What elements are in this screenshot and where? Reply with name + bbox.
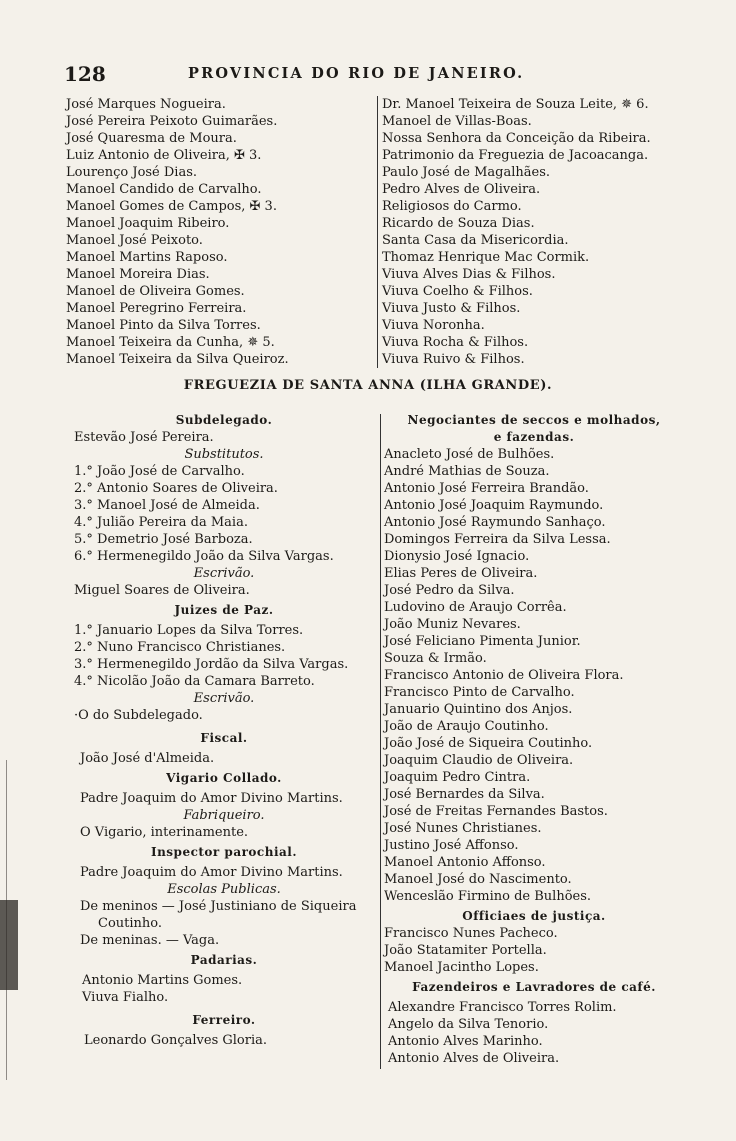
escolas-meninos-cont: Coutinho.: [98, 916, 163, 931]
negociante-item: Antonio José Raymundo Sanhaço.: [384, 515, 606, 530]
list-item: Manoel José Peixoto.: [66, 233, 203, 248]
official-item: João Statamiter Portella.: [384, 943, 547, 958]
negociante-item: José Pedro da Silva.: [384, 583, 515, 598]
binding-edge-mark-thin: [6, 760, 7, 1080]
negociante-item: Ludovino de Araujo Corrêa.: [384, 600, 567, 615]
juiz-item: 2.° Nuno Francisco Christianes.: [74, 640, 286, 655]
negociante-item: João de Araujo Coutinho.: [384, 719, 549, 734]
list-item: Luiz Antonio de Oliveira, ✠ 3.: [66, 148, 262, 163]
list-item: Dr. Manoel Teixeira de Souza Leite, ✵ 6.: [382, 97, 649, 112]
officiaes-heading: Officiaes de justiça.: [462, 909, 606, 923]
negociantes-list: [384, 446, 684, 905]
fazendeiros-heading: Fazendeiros e Lavradores de café.: [412, 980, 656, 994]
official-item: Francisco Nunes Pacheco.: [384, 926, 558, 941]
list-item: Manoel Candido de Carvalho.: [66, 182, 262, 197]
subdelegado-name: Estevão José Pereira.: [74, 430, 214, 445]
substitutos-list: [74, 463, 374, 565]
fabriqueiro-heading: Fabriqueiro.: [183, 808, 265, 823]
left-column: [74, 412, 374, 1049]
fiscal-name: João José d'Almeida.: [80, 751, 215, 766]
list-item: Manoel de Oliveira Gomes.: [66, 284, 245, 299]
list-item: Patrimonio da Freguezia de Jacoacanga.: [382, 148, 649, 163]
top-column-rule: [377, 96, 378, 368]
negociantes-heading: Negociantes de seccos e molhados,: [407, 413, 661, 427]
ferreiro-heading: Ferreiro.: [192, 1013, 256, 1027]
negociante-item: Souza & Irmão.: [384, 651, 487, 666]
escolas-meninas: De meninas. — Vaga.: [80, 933, 220, 948]
list-item: Manoel Moreira Dias.: [66, 267, 210, 282]
subdelegado-heading: Subdelegado.: [175, 413, 273, 427]
negociante-item: Joaquim Claudio de Oliveira.: [384, 753, 574, 768]
padaria-item: Antonio Martins Gomes.: [82, 973, 243, 988]
negociante-item: Elias Peres de Oliveira.: [384, 566, 538, 581]
escolas-heading: Escolas Publicas.: [167, 882, 281, 897]
negociante-item: José Bernardes da Silva.: [384, 787, 545, 802]
juiz-item: 4.° Nicolão João da Camara Barreto.: [74, 674, 315, 689]
negociante-item: Francisco Pinto de Carvalho.: [384, 685, 575, 700]
negociante-item: Justino José Affonso.: [384, 838, 519, 853]
negociante-item: Francisco Antonio de Oliveira Flora.: [384, 668, 624, 683]
vigario-heading: Vigario Collado.: [166, 771, 282, 785]
list-item: Manoel Pinto da Silva Torres.: [66, 318, 261, 333]
substituto-item: 1.° João José de Carvalho.: [74, 464, 245, 479]
juizes-heading: Juizes de Paz.: [174, 603, 274, 617]
fazendeiro-item: Angelo da Silva Tenorio.: [388, 1017, 549, 1032]
top-left-list: [66, 96, 289, 368]
vigario-name: Padre Joaquim do Amor Divino Martins.: [80, 791, 343, 806]
juiz-item: 1.° Januario Lopes da Silva Torres.: [74, 623, 304, 638]
negociante-item: Januario Quintino dos Anjos.: [384, 702, 573, 717]
negociante-item: Antonio José Joaquim Raymundo.: [384, 498, 604, 513]
officiaes-list: [384, 925, 684, 976]
negociante-item: Domingos Ferreira da Silva Lessa.: [384, 532, 611, 547]
binding-edge-mark: [0, 900, 18, 990]
fazendeiro-item: Antonio Alves de Oliveira.: [388, 1051, 560, 1066]
fabriqueiro-name: O Vigario, interinamente.: [80, 825, 249, 840]
list-item: Viuva Ruivo & Filhos.: [382, 352, 525, 367]
list-item: Manoel Teixeira da Silva Queiroz.: [66, 352, 289, 367]
list-item: Ricardo de Souza Dias.: [382, 216, 535, 231]
list-item: Manoel Teixeira da Cunha, ✵ 5.: [66, 335, 275, 350]
list-item: José Marques Nogueira.: [66, 97, 226, 112]
negociante-item: André Mathias de Souza.: [384, 464, 550, 479]
negociante-item: Wenceslão Firmino de Bulhões.: [384, 889, 592, 904]
escrivao2-name: ·O do Subdelegado.: [74, 708, 203, 723]
negociante-item: João Muniz Nevares.: [384, 617, 521, 632]
page-header: [64, 62, 684, 90]
list-item: Viuva Alves Dias & Filhos.: [382, 267, 556, 282]
substituto-item: 2.° Antonio Soares de Oliveira.: [74, 481, 278, 496]
inspector-name: Padre Joaquim do Amor Divino Martins.: [80, 865, 343, 880]
negociante-item: José Nunes Christianes.: [384, 821, 542, 836]
fazendeiro-item: Antonio Alves Marinho.: [388, 1034, 543, 1049]
negociante-item: Anacleto José de Bulhões.: [384, 447, 555, 462]
negociante-item: Antonio José Ferreira Brandão.: [384, 481, 589, 496]
negociante-item: Manoel Antonio Affonso.: [384, 855, 546, 870]
official-item: Manoel Jacintho Lopes.: [384, 960, 539, 975]
padaria-item: Viuva Fialho.: [82, 990, 169, 1005]
substituto-item: 6.° Hermenegildo João da Silva Vargas.: [74, 549, 334, 564]
padarias-list: [74, 972, 374, 1006]
fiscal-heading: Fiscal.: [200, 731, 248, 745]
list-item: Viuva Rocha & Filhos.: [382, 335, 529, 350]
list-item: Paulo José de Magalhães.: [382, 165, 550, 180]
list-item: Santa Casa da Misericordia.: [382, 233, 569, 248]
list-item: Viuva Noronha.: [382, 318, 485, 333]
list-item: Manoel Martins Raposo.: [66, 250, 228, 265]
list-item: José Quaresma de Moura.: [66, 131, 237, 146]
fazendeiro-item: Alexandre Francisco Torres Rolim.: [388, 1000, 617, 1015]
substitutos-heading: Substitutos.: [184, 447, 264, 462]
list-item: Manoel Peregrino Ferreira.: [66, 301, 247, 316]
ferreiro-name: Leonardo Gonçalves Gloria.: [84, 1033, 268, 1048]
list-item: Viuva Coelho & Filhos.: [382, 284, 533, 299]
list-item: Pedro Alves de Oliveira.: [382, 182, 541, 197]
fazendeiros-list: [384, 999, 684, 1067]
list-item: Religiosos do Carmo.: [382, 199, 522, 214]
negociante-item: Joaquim Pedro Cintra.: [384, 770, 531, 785]
substituto-item: 5.° Demetrio José Barboza.: [74, 532, 253, 547]
page-number: 128: [64, 62, 106, 86]
inspector-heading: Inspector parochial.: [150, 845, 298, 859]
list-item: Manoel Gomes de Campos, ✠ 3.: [66, 199, 277, 214]
list-item: Nossa Senhora da Conceição da Ribeira.: [382, 131, 651, 146]
escolas-meninos: De meninos — José Justiniano de Siqueira: [80, 899, 357, 914]
list-item: Manoel Joaquim Ribeiro.: [66, 216, 230, 231]
section-title: FREGUEZIA DE SANTA ANNA (ILHA GRANDE).: [183, 378, 553, 393]
juiz-item: 3.° Hermenegildo Jordão da Silva Vargas.: [74, 657, 349, 672]
negociante-item: João José de Siqueira Coutinho.: [384, 736, 593, 751]
top-right-list: [382, 96, 651, 368]
escrivao-name: Miguel Soares de Oliveira.: [74, 583, 250, 598]
escrivao2-heading: Escrivão.: [193, 691, 255, 706]
page-title: PROVINCIA DO RIO DE JANEIRO.: [188, 65, 525, 82]
list-item: José Pereira Peixoto Guimarães.: [66, 114, 278, 129]
padarias-heading: Padarias.: [190, 953, 258, 967]
list-item: Viuva Justo & Filhos.: [382, 301, 521, 316]
substituto-item: 3.° Manoel José de Almeida.: [74, 498, 260, 513]
list-item: Lourenço José Dias.: [66, 165, 198, 180]
substituto-item: 4.° Julião Pereira da Maia.: [74, 515, 248, 530]
list-item: Thomaz Henrique Mac Cormik.: [382, 250, 590, 265]
negociante-item: José Feliciano Pimenta Junior.: [384, 634, 581, 649]
negociante-item: Manoel José do Nascimento.: [384, 872, 572, 887]
juizes-list: [74, 622, 374, 690]
escrivao-heading: Escrivão.: [193, 566, 255, 581]
negociante-item: Dionysio José Ignacio.: [384, 549, 530, 564]
right-column: [384, 412, 684, 1067]
negociante-item: José de Freitas Fernandes Bastos.: [384, 804, 608, 819]
negociantes-heading-cont: e fazendas.: [493, 430, 575, 444]
bottom-column-rule: [380, 414, 381, 1069]
list-item: Manoel de Villas-Boas.: [382, 114, 532, 129]
